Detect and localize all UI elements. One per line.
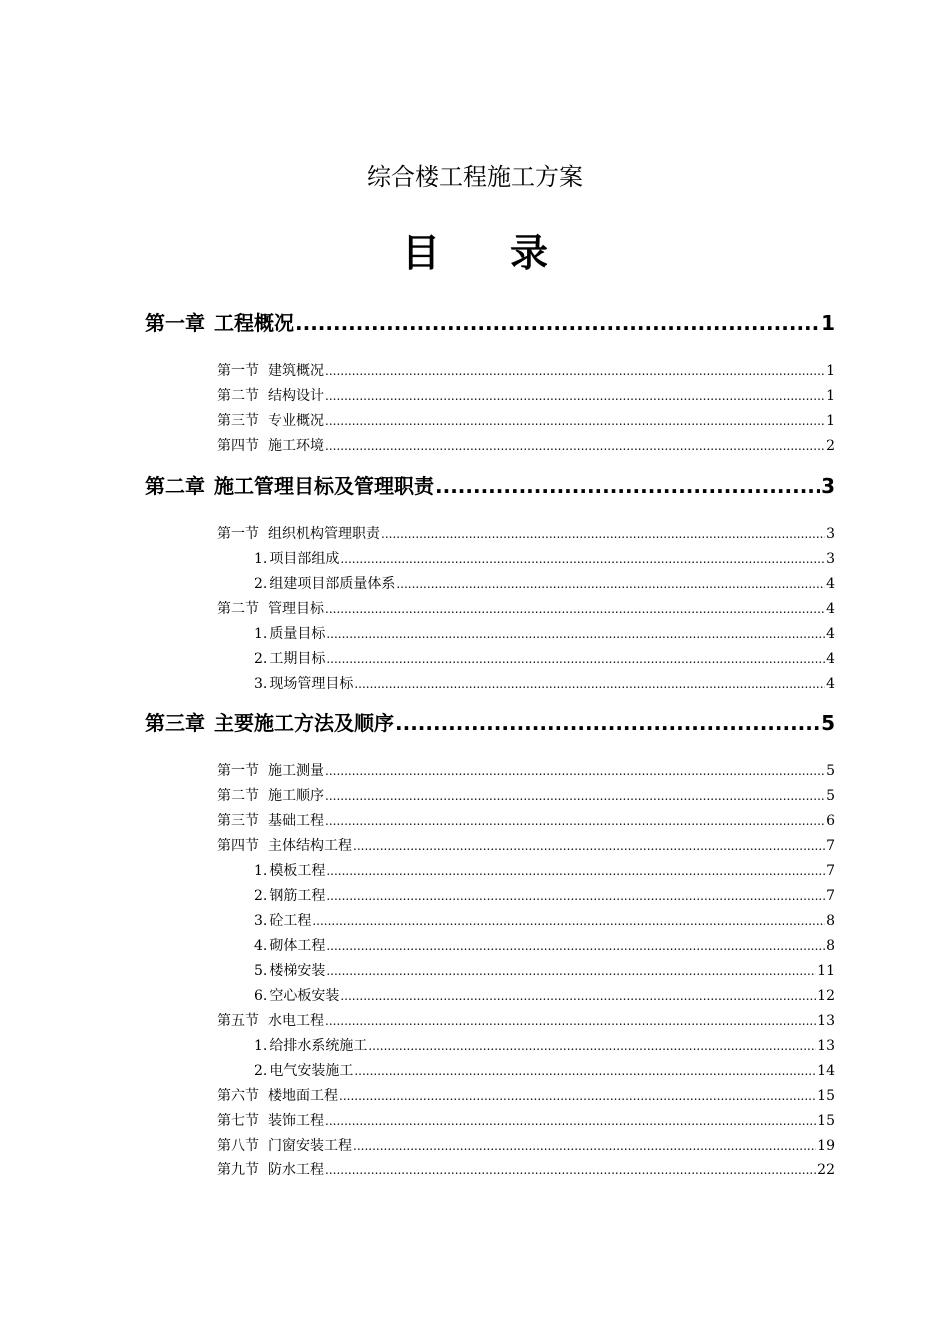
toc-entry-number: 1. [254,626,268,642]
toc-sub-entry[interactable] [254,1060,835,1082]
toc-entry-label [254,648,325,670]
toc-entry-label [217,760,324,782]
toc-section-entry[interactable] [217,385,835,407]
toc-section-entry[interactable] [217,598,835,620]
dot-leader [353,835,825,857]
dot-leader [325,785,825,807]
toc-entry-number: 第一节 [217,763,259,779]
dot-leader [325,1010,816,1032]
toc-entry-title: 建筑概况 [268,363,324,379]
toc-entry-number: 第九节 [217,1162,259,1178]
dot-leader [325,760,825,782]
document-title: 综合楼工程施工方案 [367,163,583,191]
toc-entry-number: 2. [254,651,268,667]
toc-entry-title: 模板工程 [269,863,326,879]
toc-entry-label [217,1135,352,1157]
toc-entry-title: 项目部组成 [269,551,340,567]
toc-entry-label [254,1060,353,1082]
dot-leader [435,471,820,501]
toc-entry-page-number: 15 [817,1088,835,1104]
toc-entry-page-number: 5 [826,788,835,804]
toc-entry-label [217,1110,324,1132]
toc-entry-number: 第一章 [145,311,205,335]
dot-leader [395,708,820,738]
dot-leader [381,523,825,545]
toc-entry-label [145,708,394,738]
toc-entry-title: 楼地面工程 [268,1088,338,1104]
toc-sub-entry[interactable] [254,960,835,982]
toc-entry-page-number: 8 [826,938,835,954]
toc-entry-number: 第五节 [217,1013,259,1029]
toc-section-entry[interactable] [217,435,835,457]
toc-entry-number: 2. [254,1063,268,1079]
toc-entry-title: 防水工程 [268,1162,324,1178]
dot-leader [339,1085,816,1107]
toc-entry-number: 第二节 [217,788,259,804]
toc-entry-label [254,985,339,1007]
toc-heading-right: 录 [510,231,549,275]
toc-entry-number: 第六节 [217,1088,259,1104]
toc-entry-title: 空心板安装 [269,988,340,1004]
toc-entry-label [217,1085,338,1107]
toc-section-entry[interactable] [217,1010,835,1032]
toc-entry-number: 2. [254,576,268,592]
dot-leader [325,810,825,832]
toc-entry-page-number: 3 [821,474,835,498]
toc-entry-number: 第八节 [217,1138,259,1154]
dot-leader [396,573,825,595]
toc-entry-page-number: 1 [826,413,835,429]
toc-entry-number: 第一节 [217,363,259,379]
dot-leader [353,1135,816,1157]
toc-sub-entry[interactable] [254,860,835,882]
toc-chapter-entry[interactable] [145,308,835,338]
toc-entry-title: 结构设计 [268,388,324,404]
toc-entry-title: 砼工程 [269,913,312,929]
toc-entry-number: 3. [254,913,268,929]
dot-leader [354,1060,816,1082]
toc-entry-page-number: 15 [817,1113,835,1129]
toc-entry-title: 组织机构管理职责 [268,526,380,542]
toc-entry-page-number: 5 [826,763,835,779]
toc-entry-number: 第三章 [145,711,205,735]
toc-entry-page-number: 4 [826,576,835,592]
toc-entry-page-number: 22 [817,1162,835,1178]
toc-entry-title: 施工管理目标及管理职责 [214,474,434,498]
toc-entry-label [254,623,325,645]
toc-entry-page-number: 4 [826,601,835,617]
toc-entry-title: 主体结构工程 [268,838,352,854]
toc-entry-number: 第三节 [217,413,259,429]
toc-entry-number: 第二节 [217,388,259,404]
dot-leader [326,648,825,670]
toc-chapter-entry[interactable] [145,708,835,738]
toc-entry-number: 1. [254,863,268,879]
toc-entry-label [254,935,325,957]
toc-entry-page-number: 5 [821,711,835,735]
toc-sub-entry[interactable] [254,548,835,570]
dot-leader [325,1110,816,1132]
toc-entry-page-number: 19 [817,1138,835,1154]
toc-entry-title: 水电工程 [268,1013,324,1029]
toc-entry-page-number: 11 [817,963,835,979]
toc-entry-title: 组建项目部质量体系 [269,576,396,592]
toc-section-entry[interactable] [217,1135,835,1157]
toc-entry-label [217,835,352,857]
toc-entry-label [254,885,325,907]
toc-entry-number: 第二节 [217,601,259,617]
toc-entry-label [217,360,324,382]
toc-entry-number: 第四节 [217,838,259,854]
toc-entry-title: 电气安装施工 [269,1063,354,1079]
toc-entry-title: 基础工程 [268,813,324,829]
toc-entry-title: 装饰工程 [268,1113,324,1129]
toc-entry-label [217,810,324,832]
toc-sub-entry[interactable] [254,985,835,1007]
toc-entry-number: 1. [254,551,268,567]
toc-sub-entry[interactable] [254,885,835,907]
toc-entry-number: 第四节 [217,438,259,454]
toc-entry-label [254,573,395,595]
toc-entry-page-number: 7 [826,888,835,904]
toc-entry-title: 给排水系统施工 [269,1038,368,1054]
toc-entry-label [217,385,324,407]
toc-entry-label [254,860,325,882]
toc-entry-number: 第一节 [217,526,259,542]
toc-entry-label [217,410,324,432]
toc-entry-title: 主要施工方法及顺序 [214,711,394,735]
toc-heading-left: 目 [401,231,440,275]
toc-section-entry[interactable] [217,1159,835,1181]
toc-entry-page-number: 13 [817,1013,835,1029]
toc-entry-label [217,435,324,457]
toc-entry-number: 3. [254,676,268,692]
toc-entry-page-number: 3 [826,551,835,567]
toc-entry-number: 第七节 [217,1113,259,1129]
toc-entry-page-number: 14 [817,1063,835,1079]
toc-entry-title: 施工测量 [268,763,324,779]
toc-entry-label [217,523,380,545]
toc-entry-page-number: 7 [826,838,835,854]
toc-entry-title: 楼梯安装 [269,963,326,979]
toc-entry-label [217,1010,324,1032]
dot-leader [354,673,825,695]
toc-entry-page-number: 8 [826,913,835,929]
toc-entry-page-number: 2 [826,438,835,454]
toc-entry-label [254,548,339,570]
toc-entry-number: 第三节 [217,813,259,829]
toc-entry-page-number: 4 [826,651,835,667]
toc-section-entry[interactable] [217,810,835,832]
dot-leader [368,1035,816,1057]
toc-sub-entry[interactable] [254,1035,835,1057]
toc-sub-entry[interactable] [254,673,835,695]
dot-leader [326,960,816,982]
dot-leader [326,860,825,882]
toc-entry-title: 钢筋工程 [269,888,326,904]
dot-leader [325,1159,816,1181]
toc-entry-number: 2. [254,888,268,904]
toc-entry-label [217,598,324,620]
dot-leader [325,385,825,407]
toc-section-entry[interactable] [217,785,835,807]
dot-leader [326,623,825,645]
toc-entry-label [254,1035,367,1057]
dot-leader [325,435,825,457]
toc-entry-label [254,673,353,695]
toc-section-entry[interactable] [217,835,835,857]
dot-leader [326,935,825,957]
toc-entry-number: 1. [254,1038,268,1054]
toc-sub-entry[interactable] [254,648,835,670]
toc-chapter-entry[interactable] [145,471,835,501]
toc-entry-title: 工程概况 [214,311,294,335]
toc-entry-title: 现场管理目标 [269,676,354,692]
dot-leader [325,598,825,620]
toc-entry-page-number: 4 [826,626,835,642]
toc-entry-number: 5. [254,963,268,979]
toc-entry-title: 门窗安装工程 [268,1138,352,1154]
toc-entry-label [217,785,324,807]
toc-section-entry[interactable] [217,410,835,432]
toc-sub-entry[interactable] [254,573,835,595]
toc-sub-entry[interactable] [254,935,835,957]
toc-entry-number: 6. [254,988,268,1004]
toc-sub-entry[interactable] [254,623,835,645]
toc-section-entry[interactable] [217,523,835,545]
dot-leader [340,985,816,1007]
toc-entry-label [254,960,325,982]
toc-entry-page-number: 7 [826,863,835,879]
toc-entry-page-number: 1 [826,388,835,404]
dot-leader [325,410,825,432]
toc-entry-label [145,471,434,501]
toc-entry-number: 4. [254,938,268,954]
dot-leader [326,885,825,907]
toc-section-entry[interactable] [217,1110,835,1132]
toc-heading [0,228,950,278]
toc-entry-label [217,1159,324,1181]
toc-entry-title: 施工顺序 [268,788,324,804]
toc-entry-page-number: 12 [817,988,835,1004]
toc-entry-page-number: 13 [817,1038,835,1054]
toc-entry-label [145,308,294,338]
dot-leader [325,360,825,382]
dot-leader [312,910,825,932]
toc-entry-page-number: 3 [826,526,835,542]
toc-entry-page-number: 1 [821,311,835,335]
toc-entry-title: 管理目标 [268,601,324,617]
toc-entry-page-number: 4 [826,676,835,692]
toc-entry-title: 专业概况 [268,413,324,429]
toc-entry-page-number: 6 [826,813,835,829]
toc-entry-title: 质量目标 [269,626,326,642]
toc-section-entry[interactable] [217,360,835,382]
dot-leader [295,308,820,338]
toc-entry-title: 工期目标 [269,651,326,667]
toc-sub-entry[interactable] [254,910,835,932]
toc-entry-number: 第二章 [145,474,205,498]
dot-leader [340,548,825,570]
toc-section-entry[interactable] [217,760,835,782]
toc-entry-title: 施工环境 [268,438,324,454]
toc-entry-page-number: 1 [826,363,835,379]
toc-entry-title: 砌体工程 [269,938,326,954]
toc-section-entry[interactable] [217,1085,835,1107]
toc-entry-label [254,910,311,932]
